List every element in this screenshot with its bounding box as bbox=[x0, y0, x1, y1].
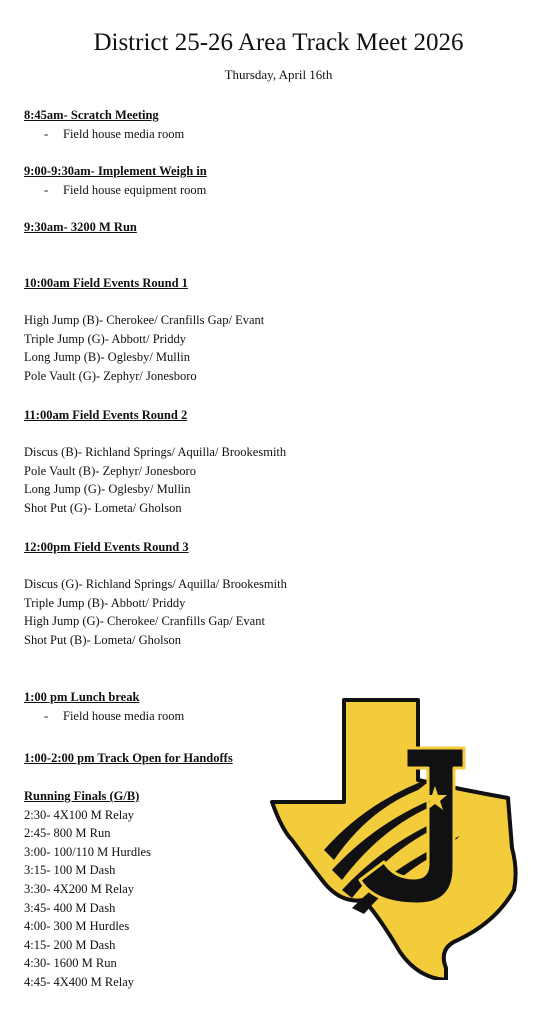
final-item: 4:00- 300 M Hurdles bbox=[24, 919, 130, 934]
final-item: 2:30- 4X100 M Relay bbox=[24, 807, 135, 822]
round2-section bbox=[24, 406, 286, 518]
event-line: Pole Vault (B)- Zephyr/ Jonesboro bbox=[24, 463, 196, 478]
round3-section bbox=[24, 538, 287, 650]
lunch-section bbox=[24, 688, 184, 725]
event-line: Triple Jump (G)- Abbott/ Priddy bbox=[24, 331, 187, 346]
lunch-location-text: Field house media room bbox=[63, 708, 185, 723]
handoffs-heading: 1:00-2:00 pm Track Open for Handoffs bbox=[24, 751, 233, 765]
finals-section bbox=[24, 787, 151, 992]
final-item: 3:15- 100 M Dash bbox=[24, 863, 116, 878]
meet-date: Thursday, April 16th bbox=[224, 67, 333, 82]
event-line: Long Jump (G)- Oglesby/ Mullin bbox=[24, 482, 191, 497]
final-item: 3:45- 400 M Dash bbox=[24, 900, 116, 915]
round2-heading: 11:00am Field Events Round 2 bbox=[24, 408, 188, 422]
event-line: Discus (G)- Richland Springs/ Aquilla/ Brookesmith bbox=[24, 577, 287, 592]
event-line: Long Jump (B)- Oglesby/ Mullin bbox=[24, 350, 190, 365]
final-item: 4:45- 4X400 M Relay bbox=[24, 974, 135, 989]
scratch-location: - Field house media room bbox=[44, 126, 185, 141]
event-line: Discus (B)- Richland Springs/ Aquilla/ Brookesmith bbox=[24, 445, 287, 460]
handoffs-section bbox=[24, 749, 233, 768]
round1-section bbox=[24, 274, 264, 386]
finals-heading: Running Finals (G/B) bbox=[24, 789, 140, 803]
page-title: District 25-26 Area Track Meet 2026 bbox=[93, 29, 464, 56]
final-item: 3:00- 100/110 M Hurdles bbox=[24, 844, 151, 859]
event-line: High Jump (G)- Cherokee/ Cranfills Gap/ Evant bbox=[24, 614, 265, 629]
weigh-location: - Field house equipment room bbox=[44, 182, 207, 197]
lunch-location: - Field house media room bbox=[44, 708, 185, 723]
run3200-heading: 9:30am- 3200 M Run bbox=[24, 220, 137, 234]
event-line: Pole Vault (G)- Zephyr/ Jonesboro bbox=[24, 368, 197, 383]
scratch-location-text: Field house media room bbox=[63, 126, 185, 141]
final-item: 3:30- 4X200 M Relay bbox=[24, 881, 135, 896]
weigh-location-text: Field house equipment room bbox=[63, 182, 207, 197]
round3-heading: 12:00pm Field Events Round 3 bbox=[24, 540, 189, 554]
scratch-section bbox=[24, 106, 184, 143]
event-line: Shot Put (B)- Lometa/ Gholson bbox=[24, 632, 181, 647]
final-item: 4:30- 1600 M Run bbox=[24, 956, 117, 971]
event-line: Triple Jump (B)- Abbott/ Priddy bbox=[24, 595, 186, 610]
round1-heading: 10:00am Field Events Round 1 bbox=[24, 276, 188, 290]
texas-shape bbox=[272, 700, 516, 980]
final-item: 4:15- 200 M Dash bbox=[24, 937, 116, 952]
final-item: 2:45- 800 M Run bbox=[24, 826, 111, 841]
event-line: High Jump (B)- Cherokee/ Cranfills Gap/ Evant bbox=[24, 313, 265, 328]
texas-j-claw-logo bbox=[268, 690, 548, 980]
weigh-heading: 9:00-9:30am- Implement Weigh in bbox=[24, 164, 207, 178]
run3200-section bbox=[24, 218, 137, 237]
lunch-heading: 1:00 pm Lunch break bbox=[24, 690, 140, 704]
event-line: Shot Put (G)- Lometa/ Gholson bbox=[24, 500, 182, 515]
weigh-section bbox=[24, 162, 207, 199]
scratch-heading: 8:45am- Scratch Meeting bbox=[24, 108, 159, 122]
